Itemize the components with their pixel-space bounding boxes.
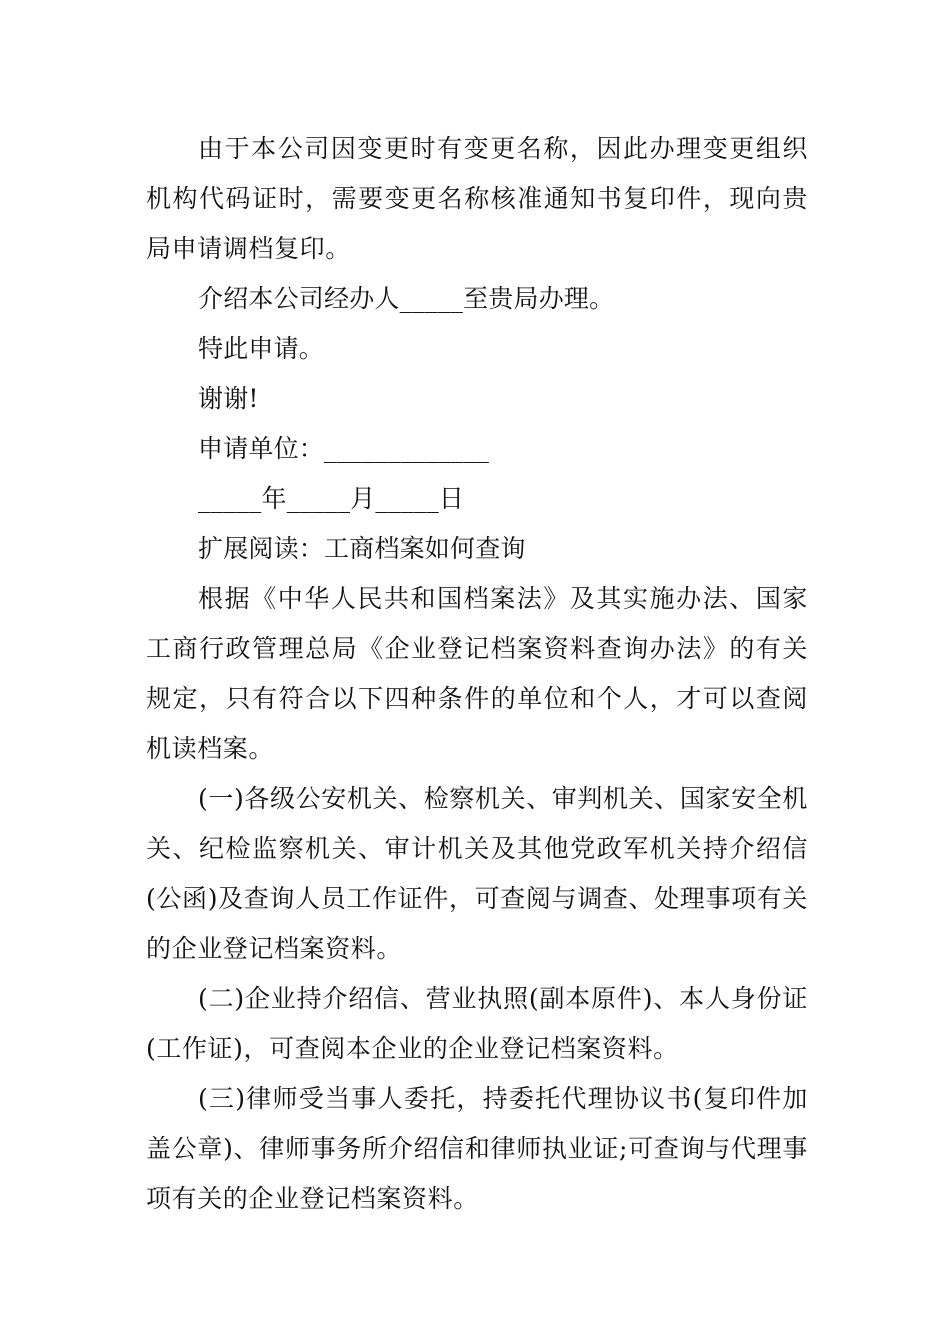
- paragraph-agent-intro: 介绍本公司经办人_____至贵局办理。: [198, 284, 615, 313]
- document-body: [146, 124, 808, 1224]
- paragraph-date-line: _____年_____月_____日: [198, 484, 465, 513]
- paragraph-legal-basis: 根据《中华人民共和国档案法》及其实施办法、国家工商行政管理总局《企业登记档案资料查询办法》的有关规定，只有符合以下四种条件的单位和个人，才可以查阅机读档案。: [146, 584, 808, 763]
- paragraph-thanks: 谢谢!: [198, 384, 259, 413]
- paragraph-condition-2: (二)企业持介绍信、营业执照(副本原件)、本人身份证(工作证)，可查阅本企业的企业登记档案资料。: [146, 984, 808, 1063]
- paragraph-condition-3: (三)律师受当事人委托，持委托代理协议书(复印件加盖公章)、律师事务所介绍信和律师执业证;可查询与代理事项有关的企业登记档案资料。: [146, 1084, 808, 1213]
- paragraph-extended-reading-heading: 扩展阅读：工商档案如何查询: [198, 534, 526, 563]
- paragraph-request-reason: 由于本公司因变更时有变更名称，因此办理变更组织机构代码证时，需要变更名称核准通知书复印件，现向贵局申请调档复印。: [146, 134, 808, 263]
- paragraph-condition-1: (一)各级公安机关、检察机关、审判机关、国家安全机关、纪检监察机关、审计机关及其他党政军机关持介绍信(公函)及查询人员工作证件，可查阅与调查、处理事项有关的企业登记档案资料。: [146, 784, 808, 963]
- paragraph-hereby-apply: 特此申请。: [198, 334, 325, 363]
- paragraph-applicant-unit: 申请单位：_____________: [198, 434, 490, 463]
